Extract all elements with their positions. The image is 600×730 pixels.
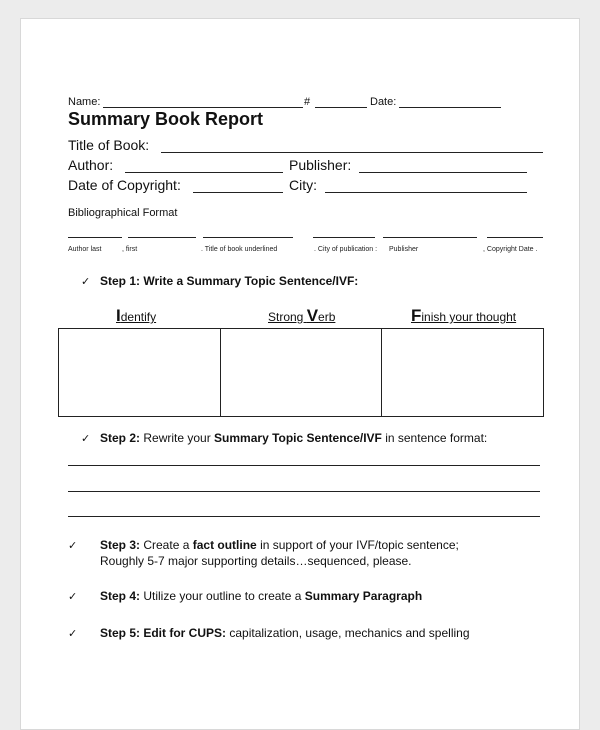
number-label: # [304, 96, 311, 108]
bib-label-first: , first [122, 246, 138, 253]
page-title: Summary Book Report [68, 109, 264, 129]
bib-label-publisher: Publisher [389, 246, 419, 253]
step2-text: Step 2: Rewrite your Summary Topic Sentence/IVF in sentence format: [100, 431, 488, 445]
name-line[interactable] [103, 107, 303, 108]
title-of-book-line[interactable] [161, 152, 543, 153]
author-line[interactable] [125, 172, 283, 173]
step2-line-1[interactable] [68, 465, 540, 466]
bib-author-last-line[interactable] [68, 237, 122, 238]
publisher-label: Publisher: [289, 157, 352, 173]
step3-text: Step 3: Create a fact outline in support of your IVF/topic sentence; [100, 538, 459, 552]
step2-line-2[interactable] [68, 491, 540, 492]
step1-text: Step 1: Write a Summary Topic Sentence/IVF: [100, 274, 359, 288]
ivf-identify-box[interactable] [58, 328, 221, 417]
bib-label-city: . City of publication : [314, 246, 378, 253]
bib-first-line[interactable] [128, 237, 196, 238]
city-label: City: [289, 177, 317, 193]
name-label: Name: [68, 96, 101, 108]
check-icon: ✓ [81, 276, 91, 288]
step3-text-line2: Roughly 5-7 major supporting details…sequenced, please. [100, 554, 412, 568]
bib-label-title: . Title of book underlined [201, 246, 278, 253]
step4-text: Step 4: Utilize your outline to create a Summary Paragraph [100, 589, 423, 603]
document-page [20, 18, 580, 730]
ivf-identify-heading: Identify [116, 306, 157, 325]
bibliography-heading: Bibliographical Format [68, 207, 178, 219]
date-line[interactable] [399, 107, 501, 108]
ivf-finish-heading: Finish your thought [411, 306, 517, 325]
check-icon: ✓ [68, 591, 78, 603]
bib-publisher-line[interactable] [383, 237, 477, 238]
step5-text: Step 5: Edit for CUPS: capitalization, usage, mechanics and spelling [100, 626, 470, 640]
copyright-line[interactable] [193, 192, 283, 193]
check-icon: ✓ [81, 433, 91, 445]
bib-label-author-last: Author last [68, 246, 102, 253]
step2-line-3[interactable] [68, 516, 540, 517]
ivf-verb-box[interactable] [220, 328, 382, 417]
city-line[interactable] [325, 192, 527, 193]
check-icon: ✓ [68, 628, 78, 640]
publisher-line[interactable] [359, 172, 527, 173]
bib-copyright-line[interactable] [487, 237, 543, 238]
ivf-strong-verb-heading: Strong Verb [268, 306, 336, 325]
ivf-finish-box[interactable] [381, 328, 544, 417]
title-of-book-label: Title of Book: [68, 137, 150, 153]
bib-label-copyright: , Copyright Date . [483, 246, 538, 253]
bib-city-line[interactable] [313, 237, 375, 238]
date-of-copyright-label: Date of Copyright: [68, 177, 181, 193]
date-label: Date: [370, 96, 397, 108]
check-icon: ✓ [68, 540, 78, 552]
number-line[interactable] [315, 107, 367, 108]
author-label: Author: [68, 157, 114, 173]
bib-title-line[interactable] [203, 237, 293, 238]
